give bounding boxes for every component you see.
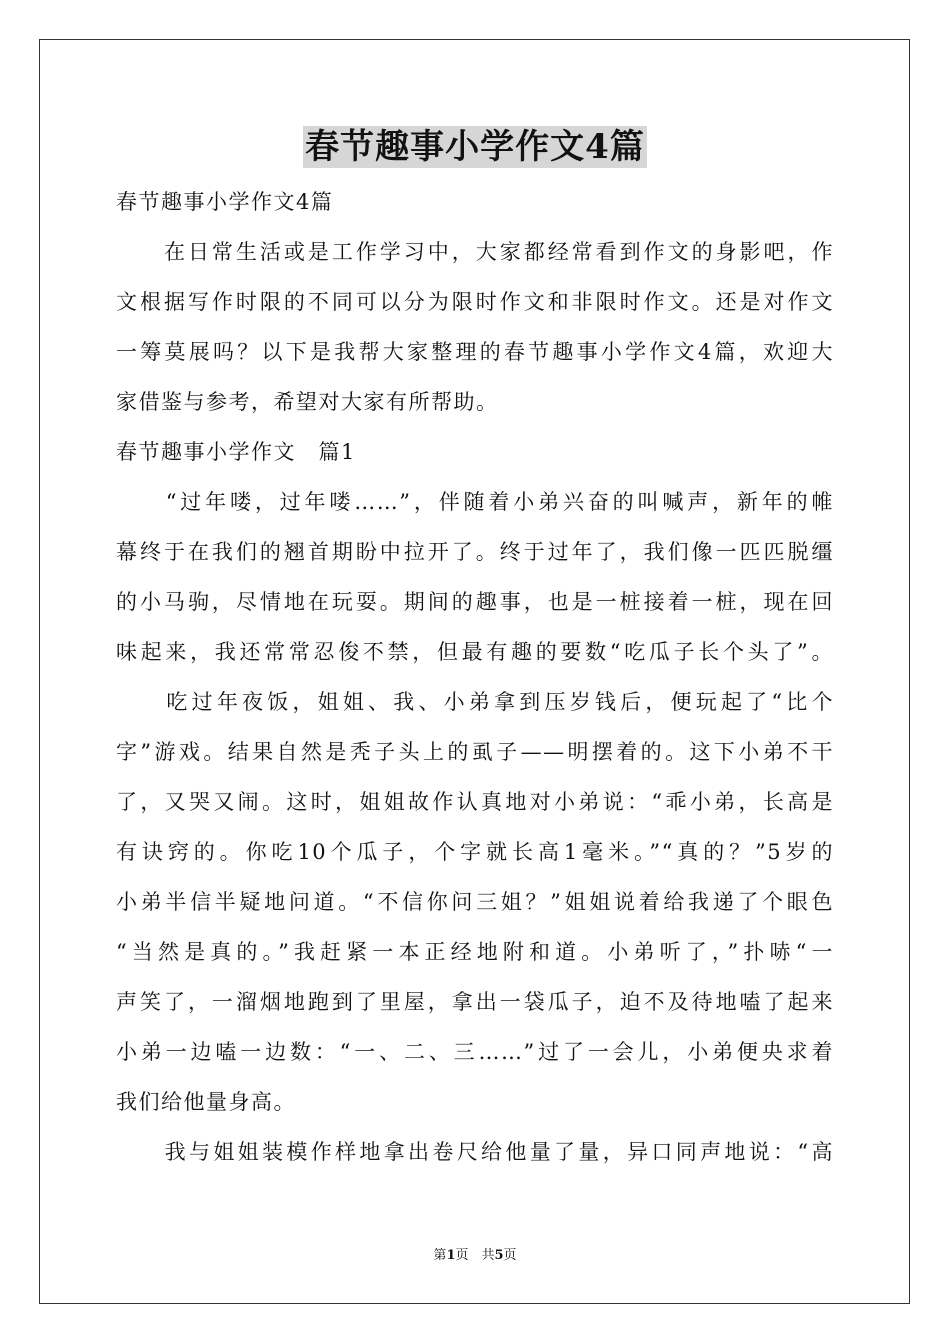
- current-page-number: 1: [446, 1248, 456, 1263]
- text-line: 小弟一边嗑一边数：“一、二、三……”过了一会儿，小弟便央求着: [116, 1040, 834, 1064]
- text-line: “当然是真的。”我赶紧一本正经地附和道。小弟听了，”扑哧“一: [116, 940, 834, 964]
- text-line: 一筹莫展吗？以下是我帮大家整理的春节趣事小学作文4篇，欢迎大: [116, 340, 834, 364]
- document-body: [116, 177, 834, 1177]
- text-line: 小弟半信半疑地问道。“不信你问三姐？”姐姐说着给我递了个眼色: [116, 890, 834, 914]
- page-footer: [0, 1247, 950, 1265]
- text-line: 我与姐姐装模作样地拿出卷尺给他量了量，异口同声地说：“高: [116, 1140, 834, 1164]
- text-line: 声笑了，一溜烟地跑到了里屋，拿出一袋瓜子，迫不及待地嗑了起来: [116, 990, 834, 1014]
- footer-middle: 页 共: [455, 1248, 495, 1263]
- text-line: 有诀窍的。你吃10个瓜子，个字就长高1毫米。”“真的？”5岁的: [116, 840, 834, 864]
- text-line: 的小马驹，尽情地在玩耍。期间的趣事，也是一桩接着一桩，现在回: [116, 590, 834, 614]
- document-title: 春节趣事小学作文4篇: [305, 127, 645, 167]
- text-line: 字”游戏。结果自然是秃子头上的虱子——明摆着的。这下小弟不干: [116, 740, 834, 764]
- text-line: 在日常生活或是工作学习中，大家都经常看到作文的身影吧，作: [116, 240, 834, 264]
- text-line: 我们给他量身高。: [116, 1090, 296, 1114]
- text-line: 味起来，我还常常忍俊不禁，但最有趣的要数“吃瓜子长个头了”。: [116, 640, 834, 664]
- text-line: 文根据写作时限的不同可以分为限时作文和非限时作文。还是对作文: [116, 290, 834, 314]
- title-container: [0, 126, 950, 168]
- total-pages-number: 5: [494, 1248, 504, 1263]
- text-line: 吃过年夜饭，姐姐、我、小弟拿到压岁钱后，便玩起了“比个: [116, 690, 834, 714]
- text-line: 了，又哭又闹。这时，姐姐故作认真地对小弟说：“乖小弟，长高是: [116, 790, 834, 814]
- text-line: 幕终于在我们的翘首期盼中拉开了。终于过年了，我们像一匹匹脱缰: [116, 540, 834, 564]
- text-line: “过年喽，过年喽……”，伴随着小弟兴奋的叫喊声，新年的帷: [116, 490, 834, 514]
- text-line: 春节趣事小学作文 篇1: [116, 440, 356, 464]
- footer-prefix: 第: [433, 1248, 447, 1263]
- text-line: 春节趣事小学作文4篇: [116, 190, 334, 214]
- footer-suffix: 页: [503, 1248, 517, 1263]
- text-line: 家借鉴与参考，希望对大家有所帮助。: [116, 390, 499, 414]
